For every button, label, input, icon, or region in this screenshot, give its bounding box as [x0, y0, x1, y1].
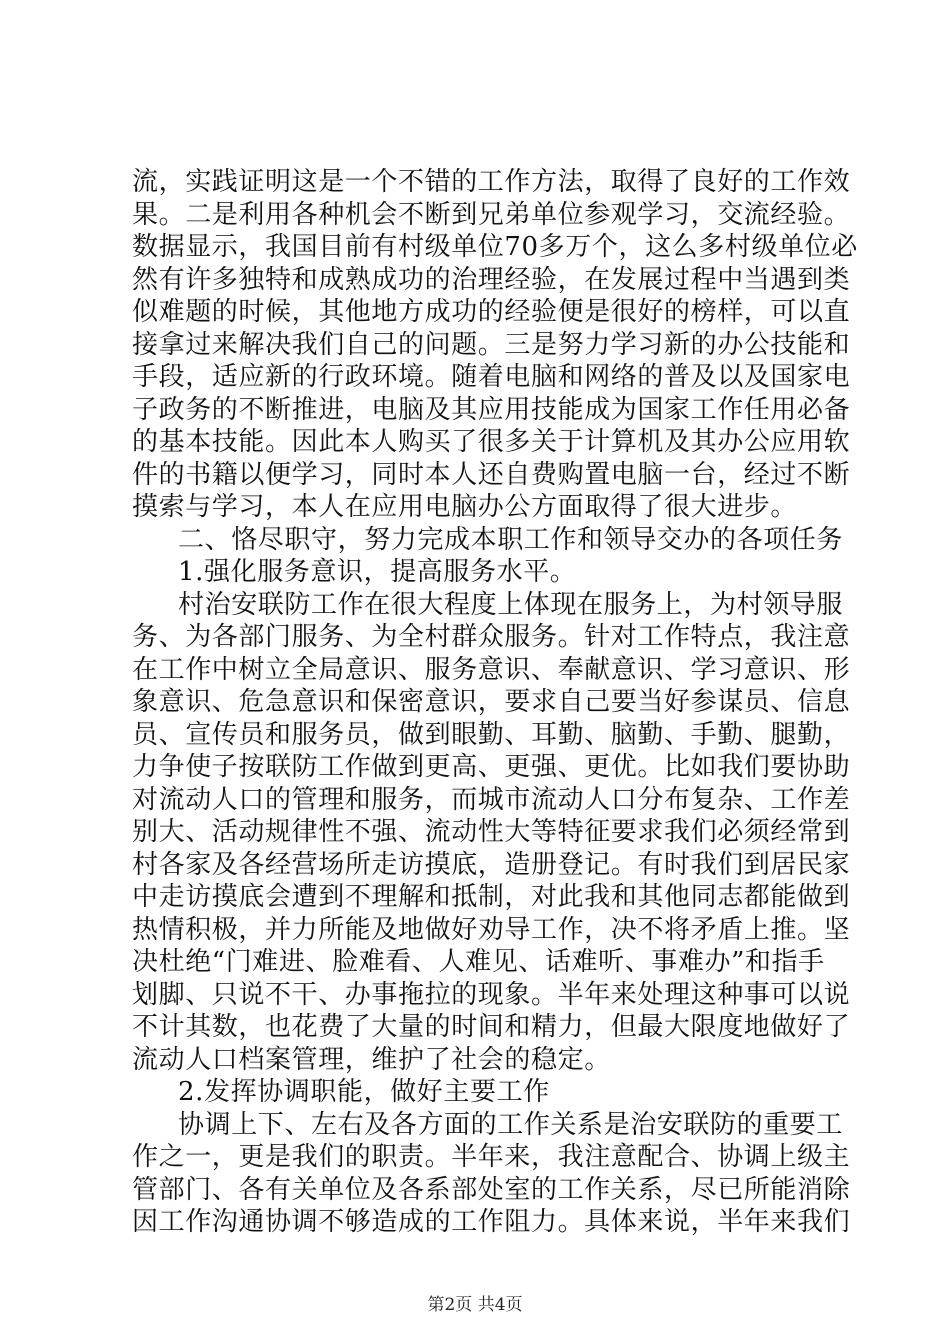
text-line: 作之一，更是我们的职责。半年来，我注意配合、协调上级主	[132, 1142, 851, 1172]
text-line: 数据显示，我国目前有村级单位70多万个，这么多村级单位必	[132, 232, 858, 262]
text-line: 然有许多独特和成熟成功的治理经验，在发展过程中当遇到类	[132, 264, 851, 295]
text-line: 摸索与学习，本人在应用电脑办公方面取得了很大进步。	[132, 492, 798, 522]
page-footer: 第2页 共4页	[427, 1295, 523, 1315]
text-line: 不计其数，也花费了大量的时间和精力，但最大限度地做好了	[132, 1012, 851, 1042]
text-line: 1.强化服务意识，提高服务水平。	[178, 557, 577, 587]
text-line: 务、为各部门服务、为全村群众服务。针对工作特点，我注意	[132, 622, 851, 652]
text-line: 二、恪尽职守，努力完成本职工作和领导交办的各项任务	[178, 524, 844, 555]
text-line: 别大、活动规律性不强、流动性大等特征要求我们必须经常到	[132, 817, 851, 847]
text-line: 力争使子按联防工作做到更高、更强、更优。比如我们要协助	[132, 752, 851, 782]
text-line: 热情积极，并力所能及地做好劝导工作，决不将矛盾上推。坚	[132, 914, 851, 945]
text-line: 村各家及各经营场所走访摸底，造册登记。有时我们到居民家	[132, 849, 851, 880]
text-line: 手段，适应新的行政环境。随着电脑和网络的普及以及国家电	[132, 362, 851, 392]
text-line: 在工作中树立全局意识、服务意识、奉献意识、学习意识、形	[132, 654, 851, 685]
text-line: 件的书籍以便学习，同时本人还自费购置电脑一台，经过不断	[132, 459, 851, 490]
text-line: 中走访摸底会遭到不理解和抵制，对此我和其他同志都能做到	[132, 882, 851, 912]
text-line: 果。二是利用各种机会不断到兄弟单位参观学习，交流经验。	[132, 199, 851, 230]
text-line: 因工作沟通协调不够造成的工作阻力。具体来说，半年来我们	[132, 1207, 851, 1237]
text-line: 似难题的时候，其他地方成功的经验便是很好的榜样，可以直	[132, 297, 851, 327]
text-line: 象意识、危急意识和保密意识，要求自己要当好参谋员、信息	[132, 687, 851, 717]
text-line: 决杜绝“门难进、脸难看、人难见、话难听、事难办”和指手	[132, 947, 825, 977]
text-line: 接拿过来解决我们自己的问题。三是努力学习新的办公技能和	[132, 329, 851, 360]
text-line: 流，实践证明这是一个不错的工作方法，取得了良好的工作效	[132, 167, 851, 197]
text-line: 对流动人口的管理和服务，而城市流动人口分布复杂、工作差	[132, 784, 851, 815]
text-line: 流动人口档案管理，维护了社会的稳定。	[132, 1044, 611, 1075]
text-line: 2.发挥协调职能，做好主要工作	[178, 1077, 550, 1107]
text-line: 村治安联防工作在很大程度上体现在服务上，为村领导服	[178, 589, 844, 620]
text-line: 子政务的不断推进，电脑及其应用技能成为国家工作任用必备	[132, 394, 851, 425]
document-body	[132, 166, 858, 1239]
text-line: 员、宣传员和服务员，做到眼勤、耳勤、脑勤、手勤、腿勤，	[132, 719, 851, 750]
text-line: 管部门、各有关单位及各系部处室的工作关系，尽已所能消除	[132, 1174, 851, 1205]
text-line: 的基本技能。因此本人购买了很多关于计算机及其办公应用软	[132, 427, 851, 457]
text-line: 划脚、只说不干、办事拖拉的现象。半年来处理这种事可以说	[132, 979, 851, 1010]
text-line: 协调上下、左右及各方面的工作关系是治安联防的重要工	[178, 1109, 844, 1140]
